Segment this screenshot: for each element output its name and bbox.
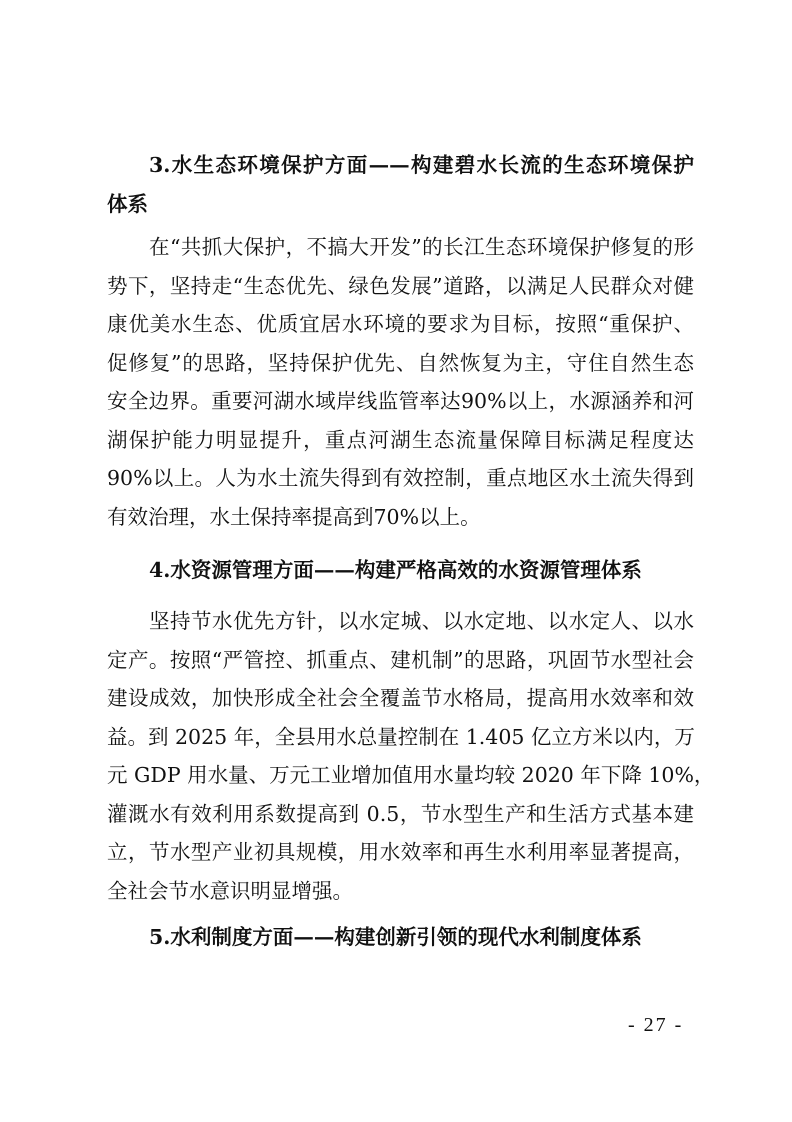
paragraph-line: 90%以上。人为水土流失得到有效控制，重点地区水土流失得到 — [107, 466, 694, 490]
paragraph-line: 势下，坚持走“生态优先、绿色发展”道路，以满足人民群众对健 — [107, 273, 694, 298]
paragraph-line: 全社会节水意识明显增强。 — [107, 878, 353, 903]
section4-heading — [107, 551, 694, 590]
paragraph-line: 促修复”的思路，坚持保护优先、自然恢复为主，守住自然生态 — [107, 350, 694, 375]
page-number: - 27 - — [628, 1014, 684, 1036]
paragraph-line: 湖保护能力明显提升，重点河湖生态流量保障目标满足程度达 — [107, 427, 694, 452]
section4-paragraph — [107, 602, 715, 910]
paragraph-line: 在“共抓大保护，不搞大开发”的长江生态环境保护修复的形 — [149, 235, 694, 259]
section3-paragraph — [107, 228, 694, 536]
paragraph-line: 坚持节水优先方针，以水定城、以水定地、以水定人、以水 — [149, 609, 694, 633]
heading-line: 5.水利制度方面——构建创新引领的现代水利制度体系 — [149, 925, 642, 949]
section5-heading — [107, 918, 694, 957]
paragraph-line: 定产。按照“严管控、抓重点、建机制”的思路，巩固节水型社会 — [107, 647, 694, 672]
paragraph-line: 立，节水型产业初具规模，用水效率和再生水利用率显著提高， — [107, 840, 694, 864]
paragraph-line: 益。到 2025 年，全县用水总量控制在 1.405 亿立方米以内，万 — [107, 724, 695, 749]
section3-heading — [107, 146, 694, 223]
paragraph-line: 元 GDP 用水量、万元工业增加值用水量均较 2020 年下降 10%， — [107, 763, 715, 787]
paragraph-line: 康优美水生态、优质宜居水环境的要求为目标，按照“重保护、 — [107, 312, 694, 336]
heading-line: 3.水生态环境保护方面——构建碧水长流的生态环境保护 — [149, 153, 694, 177]
paragraph-line: 建设成效，加快形成全社会全覆盖节水格局，提高用水效率和效 — [107, 686, 694, 710]
paragraph-line: 灌溉水有效利用系数提高到 0.5，节水型生产和生活方式基本建 — [107, 801, 694, 826]
heading-line: 4.水资源管理方面——构建严格高效的水资源管理体系 — [149, 558, 642, 582]
heading-line: 体系 — [107, 191, 148, 216]
paragraph-line: 安全边界。重要河湖水域岸线监管率达90%以上，水源涵养和河 — [107, 389, 694, 413]
paragraph-line: 有效治理，水土保持率提高到70%以上。 — [107, 504, 481, 529]
